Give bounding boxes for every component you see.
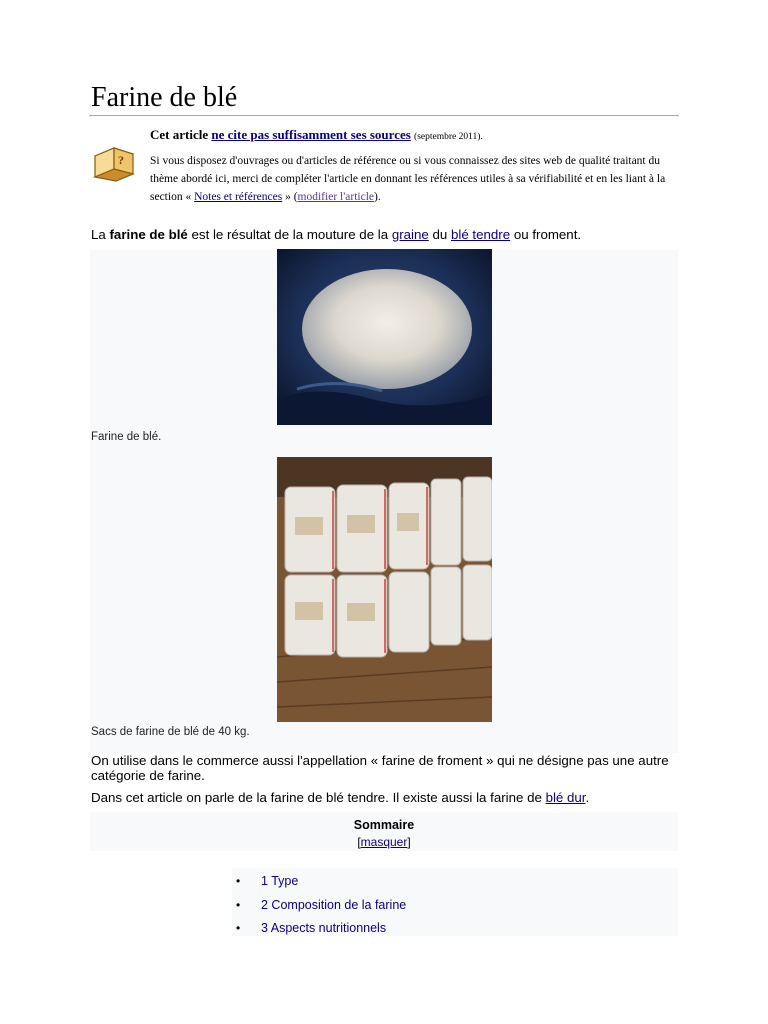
toc-list — [236, 873, 406, 944]
title-divider — [89, 115, 679, 116]
intro-text-1: La — [91, 227, 110, 242]
sacks-caption: Sacs de farine de blé de 40 kg. — [91, 726, 250, 738]
toc-bullet: • — [236, 897, 241, 912]
graine-link[interactable]: graine — [391, 227, 429, 242]
book-icon — [92, 142, 138, 182]
notes-references-link[interactable]: Notes et références — [194, 191, 283, 203]
notice-body-end: ). — [374, 191, 381, 203]
notice-heading-prefix: Cet article — [150, 127, 209, 142]
toc-item — [236, 873, 406, 897]
intro-text-4: ou froment. — [510, 227, 582, 242]
ble-dur-text: Dans cet article on parle de la farine de blé tendre. Il existe aussi la farine de — [91, 790, 546, 805]
modify-article-link[interactable]: modifier l'article — [297, 191, 375, 203]
intro-text-2: est le résultat de la mouture de la — [187, 227, 392, 242]
notice-heading-end: . — [480, 132, 483, 142]
notice-date: (septembre 2011) — [414, 132, 481, 142]
toc-bracket-close: ] — [407, 835, 411, 849]
ble-dur-paragraph — [91, 790, 677, 805]
toc-item-type[interactable]: 1 Type — [261, 874, 299, 888]
flour-photo[interactable] — [277, 249, 492, 425]
ble-dur-link[interactable]: blé dur — [545, 790, 586, 805]
toc-title: Sommaire — [353, 818, 415, 832]
notice-body-text: Si vous disposez d'ouvrages ou d'articles de référence ou si vous connaissez des sites web de qualité traitant du thème abordé ici, merci de compléter l'article en donnant les références utiles à sa vérifiabilité et en les liant à la section « — [150, 155, 666, 203]
toc-toggle — [90, 835, 678, 849]
ble-dur-end: . — [585, 790, 590, 805]
flour-sacks-photo[interactable] — [277, 457, 492, 722]
notice-body — [150, 152, 680, 206]
toc-bracket-open: [ — [357, 835, 361, 849]
commerce-paragraph: On utilise dans le commerce aussi l'appellation « farine de froment » qui ne désigne pas une autre catégorie de farine. — [91, 753, 669, 783]
toc-bullet: • — [236, 874, 241, 888]
toc-item — [236, 920, 406, 944]
toc-hide-link[interactable]: masquer — [360, 835, 408, 849]
missing-sources-link[interactable]: ne cite pas suffisamment ses sources — [211, 127, 411, 142]
toc-item-nutrition[interactable]: 3 Aspects nutritionnels — [261, 921, 387, 935]
intro-paragraph — [91, 227, 677, 242]
intro-text-3: du — [428, 227, 451, 242]
ble-tendre-link[interactable]: blé tendre — [450, 227, 511, 242]
toc-item-composition[interactable]: 2 Composition de la farine — [261, 897, 407, 912]
toc-bullet: • — [236, 921, 241, 935]
flour-caption: Farine de blé. — [91, 431, 162, 443]
sources-notice — [150, 126, 680, 206]
toc-item — [236, 897, 406, 921]
page-title: Farine de blé — [91, 82, 238, 113]
svg-text:?: ? — [118, 153, 124, 167]
intro-bold-term: farine de blé — [109, 227, 188, 242]
notice-body-mid: » ( — [282, 191, 298, 203]
notice-heading — [150, 126, 680, 146]
